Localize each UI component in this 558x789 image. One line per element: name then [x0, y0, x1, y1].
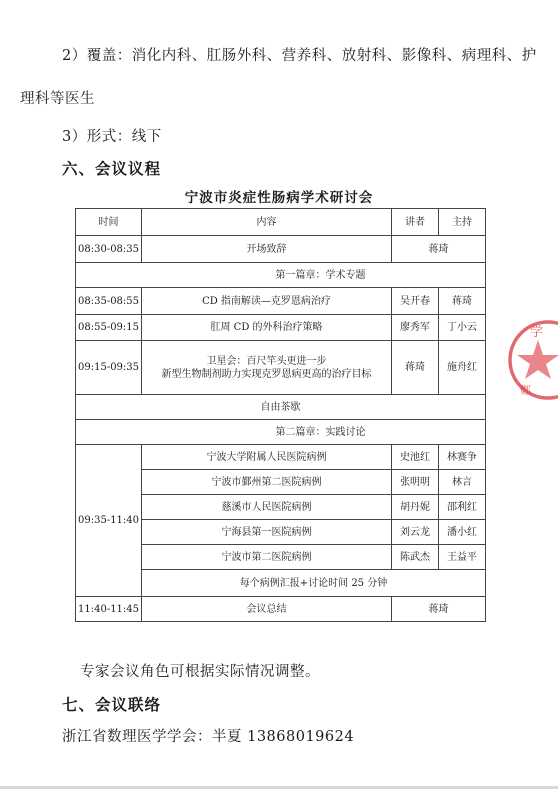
content-cell: 宁波大学附属人民医院病例: [142, 445, 392, 470]
chapter-2-label: 第二篇章：实践讨论: [275, 426, 366, 438]
satellite-subtitle: 新型生物制剂助力实现克罗恩病更高的治疗目标: [161, 368, 372, 380]
time-cell: 11:40-11:45: [76, 597, 142, 622]
chapter-row: [76, 263, 486, 288]
break-row: [76, 395, 486, 420]
content-cell: 会议总结: [142, 597, 392, 622]
case-note: 每个病例汇报+讨论时间 25 分钟: [142, 570, 486, 597]
table-row: [76, 288, 486, 315]
host-cell: 施舟红: [439, 341, 486, 395]
table-header-row: [76, 209, 486, 236]
chapter-row: [76, 420, 486, 445]
speaker-cell: 史池红: [392, 445, 439, 470]
host-cell: 蒋琦: [439, 288, 486, 315]
note-line: 专家会议角色可根据实际情况调整。: [80, 664, 320, 680]
agenda-table: [75, 208, 486, 622]
content-cell: 宁波市鄞州第二医院病例: [142, 470, 392, 495]
header-speaker: 讲者: [392, 209, 439, 236]
host-cell: 蒋琦: [392, 236, 486, 263]
content-cell: 宁海县第一医院病例: [142, 520, 392, 545]
case-time-cell: 09:35-11:40: [76, 445, 142, 597]
agenda-title: 宁波市炎症性肠病学术研讨会: [184, 190, 374, 206]
section-6-heading: 六、会议议程: [62, 160, 162, 178]
host-cell: 林言: [439, 470, 486, 495]
table-row: [76, 315, 486, 341]
seal-star-icon: [517, 340, 558, 379]
time-cell: 09:15-09:35: [76, 341, 142, 395]
content-cell: CD 指南解读—克罗恩病治疗: [142, 288, 392, 315]
coverage-line-1: 2）覆盖：消化内科、肛肠外科、营养科、放射科、影像科、病理科、护: [62, 48, 537, 64]
host-cell: 蒋琦: [392, 597, 486, 622]
header-host: 主持: [439, 209, 486, 236]
speaker-cell: 胡丹妮: [392, 495, 439, 520]
seal-text-top: 学: [530, 325, 544, 340]
table-row: [76, 341, 486, 395]
time-cell: 08:35-08:55: [76, 288, 142, 315]
content-cell: 肛周 CD 的外科治疗策略: [142, 315, 392, 341]
host-cell: 林赛争: [439, 445, 486, 470]
header-content: 内容: [142, 209, 392, 236]
content-cell: 开场致辞: [142, 236, 392, 263]
official-seal-stamp: [508, 312, 558, 404]
content-cell: 慈溪市人民医院病例: [142, 495, 392, 520]
speaker-cell: 吴开春: [392, 288, 439, 315]
speaker-cell: 陈武杰: [392, 545, 439, 570]
table-row: [76, 236, 486, 263]
seal-text-bottom: 鄭: [520, 384, 531, 397]
time-cell: 08:55-09:15: [76, 315, 142, 341]
table-row: [76, 597, 486, 622]
format-line: 3）形式：线下: [62, 129, 162, 145]
contact-line: 浙江省数理医学学会：半夏 13868019624: [62, 729, 355, 745]
coverage-line-2: 理科等医生: [20, 91, 95, 107]
speaker-cell: 廖秀军: [392, 315, 439, 341]
chapter-1-label: 第一篇章：学术专题: [275, 269, 366, 281]
header-time: 时间: [76, 209, 142, 236]
satellite-title: 卫星会：百尺竿头更进一步: [206, 355, 327, 367]
section-7-heading: 七、会议联络: [62, 696, 162, 714]
speaker-cell: 张明明: [392, 470, 439, 495]
host-cell: 潘小红: [439, 520, 486, 545]
content-cell: 宁波市第二医院病例: [142, 545, 392, 570]
host-cell: 王益平: [439, 545, 486, 570]
host-cell: 邵利红: [439, 495, 486, 520]
host-cell: 丁小云: [439, 315, 486, 341]
break-label: 自由茶歇: [76, 395, 486, 420]
speaker-cell: 蒋琦: [392, 341, 439, 395]
table-row: [76, 445, 486, 470]
content-cell: [142, 341, 392, 395]
speaker-cell: 刘云龙: [392, 520, 439, 545]
time-cell: 08:30-08:35: [76, 236, 142, 263]
